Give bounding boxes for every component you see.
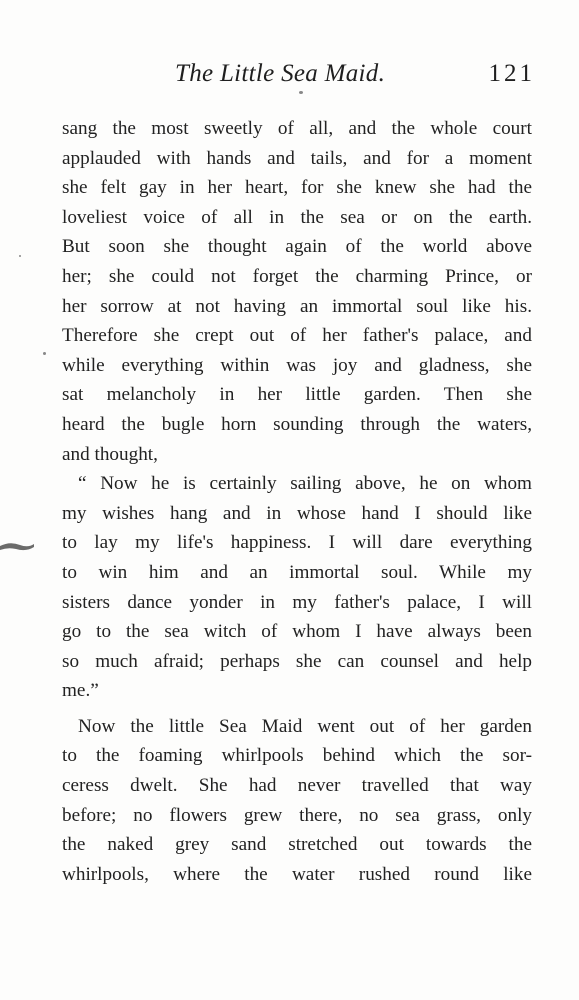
text-line: loveliest voice of all in the sea or on the earth. [62, 206, 532, 228]
print-speck [43, 352, 46, 355]
body-text [62, 114, 532, 889]
text-line: my wishes hang and in whose hand I should like [62, 502, 532, 524]
print-speck [19, 255, 21, 257]
text-line: sisters dance yonder in my father's palace, I will [62, 591, 532, 613]
text-line: while everything within was joy and gladness, she [62, 354, 532, 376]
text-line: so much afraid; perhaps she can counsel and help [62, 650, 532, 672]
text-line: her; she could not forget the charming Prince, or [62, 265, 532, 287]
text-line: sang the most sweetly of all, and the whole court [62, 118, 532, 139]
text-line: But soon she thought again of the world above [62, 236, 532, 258]
text-line: Therefore she crept out of her father's palace, and [62, 325, 532, 347]
print-speck [299, 91, 303, 94]
text-line: her sorrow at not having an immortal soul like his. [62, 295, 532, 317]
text-line: the naked grey sand stretched out towards the [62, 834, 532, 856]
text-line: to the foaming whirlpools behind which the sor- [62, 745, 532, 767]
text-line: heard the bugle horn sounding through the waters, [62, 413, 532, 435]
text-line: to win him and an immortal soul. While my [62, 561, 532, 583]
text-line: me.” [62, 680, 99, 702]
running-title: The Little Sea Maid. [175, 60, 386, 87]
text-line: ceress dwelt. She had never travelled that way [62, 775, 532, 797]
text-line: whirlpools, where the water rushed round like [62, 863, 532, 885]
text-line: go to the sea witch of whom I have always been [62, 621, 532, 643]
text-line: and thought, [62, 443, 158, 465]
text-line: she felt gay in her heart, for she knew she had the [62, 177, 532, 199]
text-line: to lay my life's happiness. I will dare everything [62, 532, 532, 554]
text-line: before; no flowers grew there, no sea grass, only [62, 804, 532, 826]
text-line: Now the little Sea Maid went out of her garden [78, 715, 532, 737]
page-edge-smudge [0, 537, 36, 555]
text-line: applauded with hands and tails, and for a moment [62, 147, 532, 169]
page-number: 121 [488, 60, 535, 87]
running-head [175, 60, 535, 92]
text-line: sat melancholy in her little garden. Then she [62, 384, 532, 406]
text-line: “ Now he is certainly sailing above, he on whom [78, 473, 532, 495]
